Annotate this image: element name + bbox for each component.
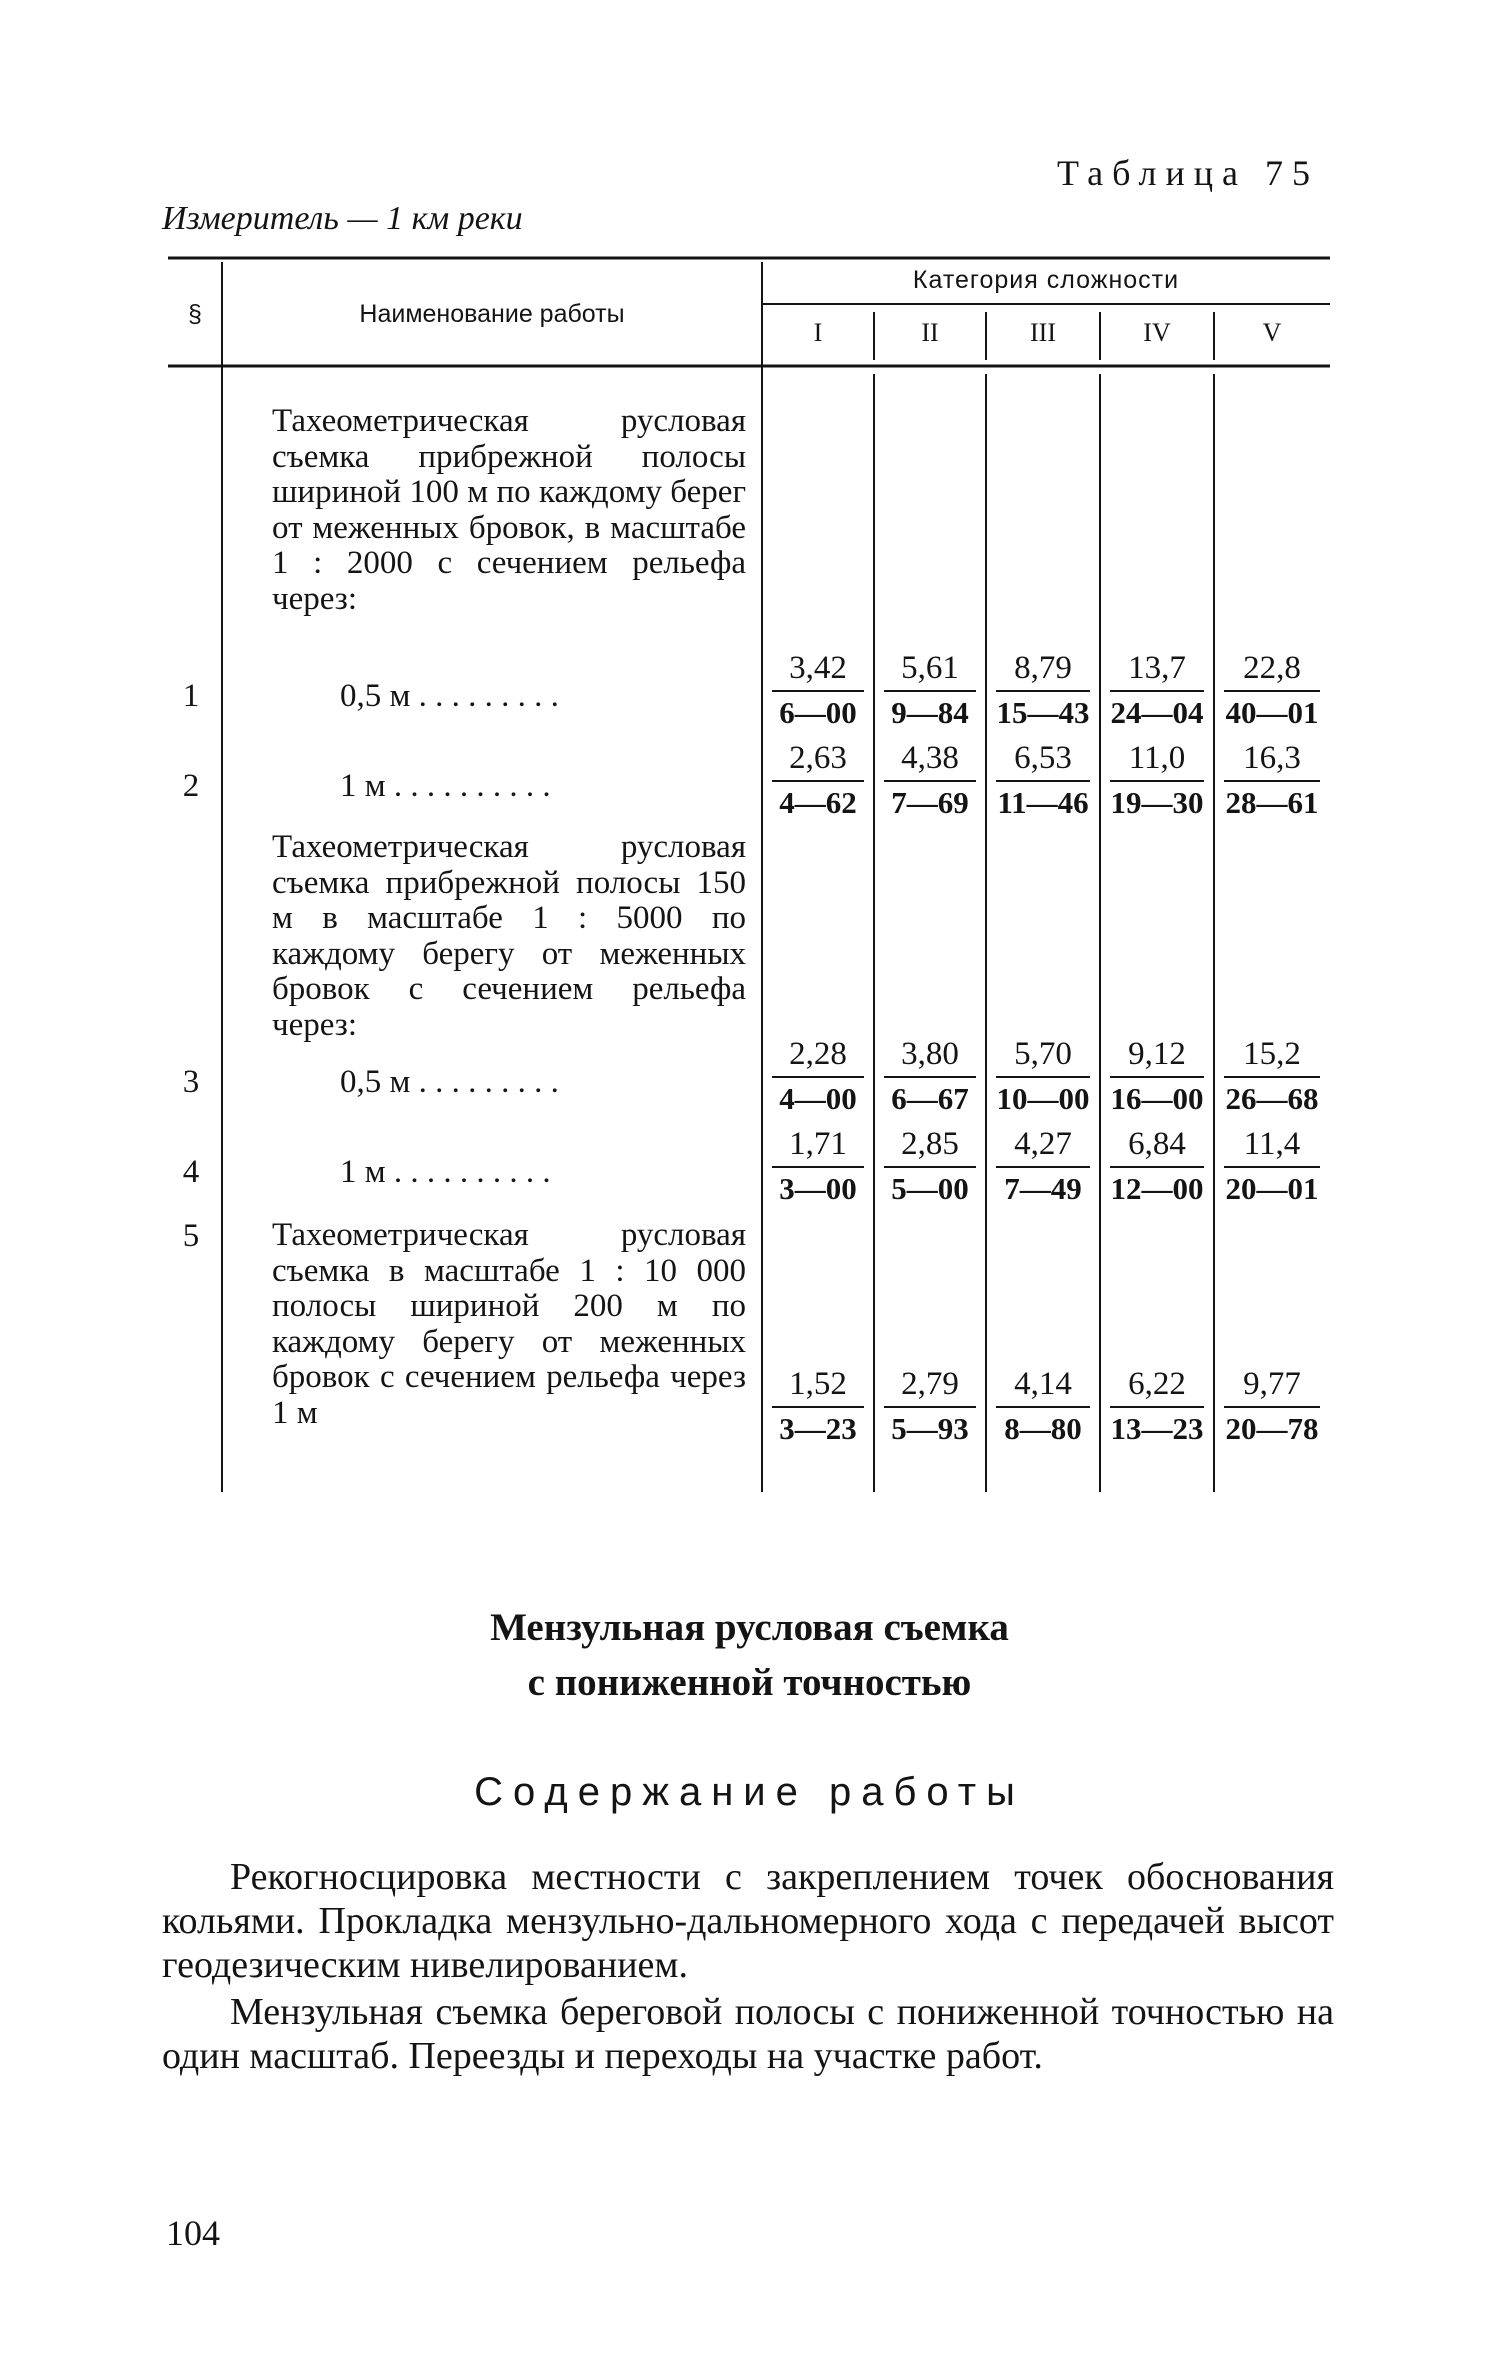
divider	[772, 1406, 864, 1408]
row-1-cat-5	[1214, 648, 1330, 730]
row-4-cat-2-cost: 5—00	[891, 1171, 969, 1206]
divider	[1224, 690, 1320, 692]
row-5-cat-5-cost: 20—78	[1225, 1411, 1319, 1446]
row-5-cat-3	[986, 1364, 1100, 1446]
category-5-header: V	[1262, 318, 1282, 347]
divider	[1224, 780, 1320, 782]
row-5-cat-4-value: 6,22	[1128, 1366, 1186, 1402]
row-3-cat-1-value: 2,28	[789, 1036, 847, 1072]
divider	[772, 690, 864, 692]
row-3-label: 0,5 м . . . . . . . . .	[340, 1064, 559, 1100]
row-5-cat-4	[1100, 1364, 1214, 1446]
divider	[1224, 1406, 1320, 1408]
row-2-cat-1-value: 2,63	[789, 740, 847, 776]
row-1-cat-1-value: 3,42	[789, 650, 847, 686]
row-3-cat-3-cost: 10—00	[996, 1081, 1090, 1116]
row-4-cat-2	[874, 1124, 986, 1206]
section-heading-line-2: с пониженной точностью	[527, 1661, 972, 1704]
divider	[996, 1076, 1090, 1078]
row-4-cat-2-value: 2,85	[901, 1126, 959, 1162]
row-2-cat-3-cost: 11—46	[997, 785, 1089, 820]
row-1-cat-2	[874, 648, 986, 730]
row-5-cat-1-cost: 3—23	[779, 1411, 857, 1446]
row-2-cat-4-value: 11,0	[1128, 740, 1186, 776]
divider	[884, 1166, 976, 1168]
row-3-cat-4	[1100, 1034, 1214, 1116]
row-5-cat-5-value: 9,77	[1243, 1366, 1301, 1402]
row-3-cat-1	[762, 1034, 874, 1116]
row-1-number: 1	[182, 678, 200, 714]
divider	[772, 780, 864, 782]
row-3-cat-3	[986, 1034, 1100, 1116]
table-title: Таблица 75	[1057, 153, 1319, 193]
row-3-cat-2	[874, 1034, 986, 1116]
row-4-cat-1	[762, 1124, 874, 1206]
page-number: 104	[166, 2213, 220, 2253]
category-3-header: III	[1030, 318, 1056, 347]
row-2-cat-4	[1100, 738, 1214, 820]
row-5-cat-3-cost: 8—80	[1004, 1411, 1082, 1446]
row-1-cat-1	[762, 648, 874, 730]
row-4-cat-1-cost: 3—00	[779, 1171, 857, 1206]
row-3-cat-1-cost: 4—00	[779, 1081, 857, 1116]
section-subheading: Содержание работы	[474, 1770, 1025, 1814]
divider	[996, 690, 1090, 692]
divider	[996, 1166, 1090, 1168]
divider	[1224, 1166, 1320, 1168]
row-2-number: 2	[182, 768, 200, 804]
divider	[996, 1406, 1090, 1408]
row-3-cat-2-value: 3,80	[901, 1036, 959, 1072]
row-1-cat-3	[986, 648, 1100, 730]
row-1-cat-4	[1100, 648, 1214, 730]
row-1-cat-5-cost: 40—01	[1225, 695, 1319, 730]
category-header: Категория сложности	[912, 266, 1180, 294]
divider	[884, 780, 976, 782]
group-1-description: Тахеометрическая русловая съемка прибрежной полосы шириной 100 м по каждому берег от меженных бровок, в масштабе 1 : 2000 с сечением рельефа через:	[272, 403, 746, 617]
row-4-cat-5	[1214, 1124, 1330, 1206]
row-5-cat-2	[874, 1364, 986, 1446]
divider	[1110, 780, 1204, 782]
norms-table	[168, 256, 1330, 1498]
row-1-cat-4-value: 13,7	[1128, 650, 1186, 686]
divider	[1110, 1406, 1204, 1408]
row-3-cat-4-cost: 16—00	[1110, 1081, 1204, 1116]
unit-line: Измеритель — 1 км реки	[162, 200, 523, 237]
row-2-cat-2	[874, 738, 986, 820]
row-2-cat-4-cost: 19—30	[1110, 785, 1204, 820]
row-4-cat-3-cost: 7—49	[1004, 1171, 1082, 1206]
row-4-cat-3	[986, 1124, 1100, 1206]
row-2-cat-1	[762, 738, 874, 820]
row-3-number: 3	[182, 1064, 200, 1100]
row-5-cat-1-value: 1,52	[789, 1366, 847, 1402]
divider	[996, 780, 1090, 782]
row-2-cat-1-cost: 4—62	[779, 785, 857, 820]
row-1-cat-2-value: 5,61	[901, 650, 959, 686]
group-2-description: Тахеометрическая русловая съемка прибрежной полосы 150 м в масштабе 1 : 5000 по каждому берегу от меженных бровок с сечением рельефа через:	[272, 829, 746, 1043]
row-5-cat-3-value: 4,14	[1014, 1366, 1072, 1402]
row-2-cat-3-value: 6,53	[1014, 740, 1072, 776]
divider	[1110, 1076, 1204, 1078]
row-1-label: 0,5 м . . . . . . . . .	[340, 678, 559, 714]
paragraph-2: Мензульная съемка береговой полосы с пониженной точностью на один масштаб. Переезды и переходы на участке работ.	[162, 1991, 1334, 2077]
category-2-header: II	[921, 318, 939, 347]
section-header: §	[188, 300, 202, 328]
row-1-cat-5-value: 22,8	[1243, 650, 1301, 686]
row-2-cat-3	[986, 738, 1100, 820]
row-4-cat-3-value: 4,27	[1014, 1126, 1072, 1162]
row-2-cat-5-cost: 28—61	[1225, 785, 1319, 820]
row-3-cat-5	[1214, 1034, 1330, 1116]
row-1-cat-4-cost: 24—04	[1110, 695, 1204, 730]
category-1-header: I	[813, 318, 823, 347]
row-1-cat-1-cost: 6—00	[779, 695, 857, 730]
row-2-label: 1 м . . . . . . . . . .	[340, 768, 551, 804]
group-3-description: Тахеометрическая русловая съемка в масштабе 1 : 10 000 полосы шириной 200 м по каждому берегу от меженных бровок с сечением рельефа через 1 м	[272, 1217, 746, 1431]
divider	[1110, 690, 1204, 692]
row-3-cat-4-value: 9,12	[1128, 1036, 1186, 1072]
row-5-cat-2-value: 2,79	[901, 1366, 959, 1402]
row-4-number: 4	[182, 1154, 200, 1190]
divider	[1110, 1166, 1204, 1168]
row-4-cat-5-value: 11,4	[1243, 1126, 1301, 1162]
row-4-cat-5-cost: 20—01	[1225, 1171, 1319, 1206]
row-3-cat-5-value: 15,2	[1243, 1036, 1301, 1072]
category-4-header: IV	[1143, 318, 1171, 347]
row-2-cat-2-value: 4,38	[901, 740, 959, 776]
divider	[772, 1076, 864, 1078]
row-4-cat-1-value: 1,71	[789, 1126, 847, 1162]
divider	[1224, 1076, 1320, 1078]
row-1-cat-3-cost: 15—43	[996, 695, 1090, 730]
divider	[884, 690, 976, 692]
row-5-cat-2-cost: 5—93	[891, 1411, 969, 1446]
row-4-cat-4-cost: 12—00	[1110, 1171, 1204, 1206]
section-heading-line-1: Мензульная русловая съемка	[490, 1606, 1009, 1649]
row-2-cat-2-cost: 7—69	[891, 785, 969, 820]
row-1-cat-3-value: 8,79	[1014, 650, 1072, 686]
row-4-cat-4	[1100, 1124, 1214, 1206]
row-2-cat-5	[1214, 738, 1330, 820]
row-5-cat-4-cost: 13—23	[1110, 1411, 1204, 1446]
row-5-cat-5	[1214, 1364, 1330, 1446]
row-1-cat-2-cost: 9—84	[891, 695, 969, 730]
row-2-cat-5-value: 16,3	[1243, 740, 1301, 776]
divider	[772, 1166, 864, 1168]
paragraph-1: Рекогносцировка местности с закреплением точек обоснования кольями. Прокладка мензульно-дальномерного хода с передачей высот геодезическим нивелированием.	[162, 1856, 1334, 1986]
divider	[884, 1076, 976, 1078]
row-4-cat-4-value: 6,84	[1128, 1126, 1186, 1162]
row-5-cat-1	[762, 1364, 874, 1446]
divider	[884, 1406, 976, 1408]
row-3-cat-3-value: 5,70	[1014, 1036, 1072, 1072]
row-4-label: 1 м . . . . . . . . . .	[340, 1154, 551, 1190]
row-3-cat-5-cost: 26—68	[1225, 1081, 1319, 1116]
row-5-number: 5	[182, 1218, 200, 1254]
work-name-header: Наименование работы	[359, 300, 625, 328]
row-3-cat-2-cost: 6—67	[891, 1081, 969, 1116]
